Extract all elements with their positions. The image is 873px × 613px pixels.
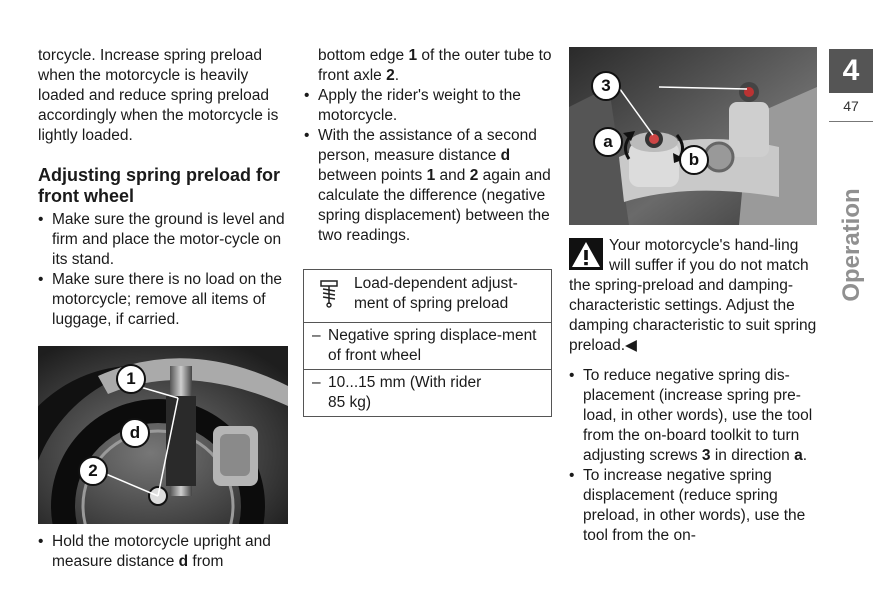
callout-1: 1 xyxy=(116,364,146,394)
spec-table xyxy=(303,269,552,417)
instruction-list xyxy=(569,366,824,546)
callout-2: 2 xyxy=(78,456,108,486)
list-item: • Apply the rider's weight to the motorcycle. xyxy=(304,86,554,126)
instruction-list xyxy=(304,86,554,246)
fork-top-photo xyxy=(569,47,817,225)
text-column-1-bottom xyxy=(38,532,288,572)
text-column-2 xyxy=(318,46,554,246)
spring-preload-icon xyxy=(318,280,340,308)
front-fork-illustration xyxy=(38,346,288,524)
warning-icon xyxy=(569,238,603,270)
front-fork-photo xyxy=(38,346,288,524)
list-item: • With the assistance of a second person, measure distance d between points 1 and 2 again and calculate the difference (negative spring displacement) between the two readings. xyxy=(304,126,554,246)
callout-b: b xyxy=(679,145,709,175)
callout-d: d xyxy=(120,418,150,448)
instruction-list xyxy=(38,210,288,330)
spec-row: – Negative spring displace-ment of front wheel xyxy=(304,322,551,369)
instruction-list xyxy=(38,532,288,572)
continued-paragraph: bottom edge 1 of the outer tube to front axle 2. xyxy=(318,47,552,84)
callout-a: a xyxy=(593,127,623,157)
list-item: • Make sure there is no load on the motorcycle; remove all items of luggage, if carried. xyxy=(38,270,288,330)
warning-paragraph: Your motorcycle's hand-ling will suffer if you do not match the spring-preload and damping-characteristic settings. Adjust the damping characteristic to suit spring preload.◀ xyxy=(569,237,817,354)
list-item: • Hold the motorcycle upright and measure distance d from xyxy=(38,532,288,572)
list-item: • To increase negative spring displacement (reduce spring preload, in other words), use the tool from the on- xyxy=(569,466,824,546)
section-heading: Adjusting spring preload for front wheel xyxy=(38,165,280,206)
list-item: • Make sure the ground is level and firm and place the motor-cycle on its stand. xyxy=(38,210,288,270)
text-column-3 xyxy=(569,236,824,546)
chapter-number: 4 xyxy=(829,49,873,93)
intro-paragraph: torcycle. Increase spring preload when the motorcycle is heavily loaded and reduce spring preload accordingly when the motorcycle is lightly loaded. xyxy=(38,47,279,144)
list-item: • To reduce negative spring dis-placement (increase spring pre-load, in other words), use the tool from the on-board toolkit to turn adjusting screws 3 in direction a. xyxy=(569,366,824,466)
spec-header: Load-dependent adjust-ment of spring preload xyxy=(304,270,551,322)
page-divider xyxy=(829,121,873,122)
page-number: 47 xyxy=(843,98,859,114)
callout-3: 3 xyxy=(591,71,621,101)
text-column-1 xyxy=(38,46,288,330)
chapter-side-label: Operation xyxy=(838,188,865,302)
spec-row: – 10...15 mm (With rider 85 kg) xyxy=(304,369,551,416)
